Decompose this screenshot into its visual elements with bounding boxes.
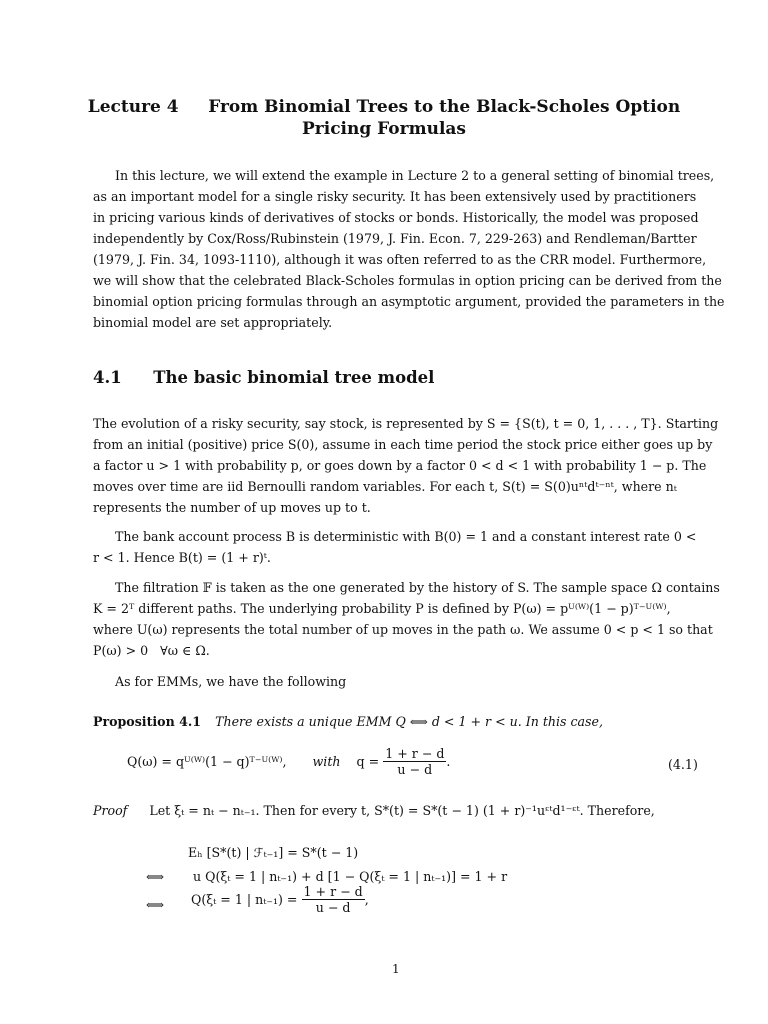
text-line: K = 2ᵀ different paths. The underlying probability P is defined by P(ω) = pᵁ⁽ᵂ⁾(1 − p)ᵀ⁻ᵁ⁽ᵂ⁾, [93, 601, 671, 616]
text-line: The bank account process B is deterministic with B(0) = 1 and a constant interest rate 0 < [115, 529, 697, 544]
derivation-line-1: Eₕ [S*(t) | ℱₜ₋₁] = S*(t − 1) [188, 845, 359, 860]
paragraph-stock-model [93, 413, 719, 518]
section-heading [93, 368, 434, 387]
intro-line: binomial model are set appropriately. [93, 315, 333, 330]
fraction-denominator: u − d [315, 900, 351, 915]
text-line: The evolution of a risky security, say stock, is represented by S = {S(t), t = 0, 1, . . . , T}. Starting [93, 416, 719, 431]
intro-line: In this lecture, we will extend the example in Lecture 2 to a general setting of binomial trees, [115, 168, 715, 183]
paragraph-filtration [93, 577, 720, 661]
intro-line: we will show that the celebrated Black-Scholes formulas in option pricing can be derived from the [93, 273, 722, 288]
equation-number: (4.1) [668, 757, 698, 772]
lecture-title [60, 96, 708, 140]
page-number: 1 [392, 962, 400, 976]
paragraph-bank-account [93, 526, 699, 568]
text-line: from an initial (positive) price S(0), assume in each time period the stock price either goes up by [93, 437, 713, 452]
intro-line: as an important model for a single risky security. It has been extensively used by practitioners [93, 189, 697, 204]
fraction-denominator: u − d [397, 762, 433, 777]
section-title: The basic binomial tree model [153, 368, 435, 387]
text-line: r < 1. Hence B(t) = (1 + r)ᵗ. [93, 550, 271, 565]
iff-symbol: ⟺ [146, 897, 165, 912]
intro-line: (1979, J. Fin. 34, 1093-1110), although it was often referred to as the CRR model. Furthermore, [93, 252, 707, 267]
intro-paragraph [93, 165, 725, 333]
proposition [93, 711, 603, 732]
text-line: a factor u > 1 with probability p, or goes down by a factor 0 < d < 1 with probability 1 − p. The [93, 458, 707, 473]
intro-line: in pricing various kinds of derivatives of stocks or bonds. Historically, the model was proposed [93, 210, 699, 225]
text-line: where U(ω) represents the total number of up moves in the path ω. We assume 0 < p < 1 so that [93, 622, 713, 637]
proof-text: Let ξₜ = nₜ − nₜ₋₁. Then for every t, S*(t) = S*(t − 1) (1 + r)⁻¹uᵋᵗd¹⁻ᵋᵗ. Therefore, [149, 803, 655, 818]
text-line: represents the number of up moves up to t. [93, 500, 371, 515]
equation-tail: . [446, 754, 451, 769]
title-line-1: Lecture 4 From Binomial Trees to the Black-Scholes Option [87, 97, 681, 117]
fraction-numerator: 1 + r − d [385, 746, 445, 761]
derivation-fraction [302, 884, 365, 915]
equation-lhs: Q(ω) = qᵁ⁽ᵂ⁾(1 − q)ᵀ⁻ᵁ⁽ᵂ⁾, [127, 754, 287, 769]
text-line: moves over time are iid Bernoulli random variables. For each t, S(t) = S(0)uⁿᵗdᵗ⁻ⁿᵗ, where nₜ [93, 479, 677, 494]
proof [93, 800, 655, 821]
derivation-line-3 [191, 884, 369, 915]
paragraph-emm-intro: As for EMMs, we have the following [115, 674, 347, 689]
proof-label: Proof [93, 803, 128, 818]
title-line-2: Pricing Formulas [302, 119, 466, 139]
proposition-label: Proposition 4.1 [93, 714, 202, 729]
equation-with: with [312, 754, 341, 769]
section-number: 4.1 [93, 368, 122, 387]
derivation-lhs: Q(ξₜ = 1 | nₜ₋₁) = [191, 892, 298, 907]
derivation-tail: , [364, 892, 369, 907]
equation-4-1 [127, 746, 450, 777]
equation-fraction [383, 746, 446, 777]
derivation-line-2: u Q(ξₜ = 1 | nₜ₋₁) + d [1 − Q(ξₜ = 1 | nₜ₋₁)] = 1 + r [193, 869, 508, 884]
intro-line: independently by Cox/Ross/Rubinstein (1979, J. Fin. Econ. 7, 229-263) and Rendleman/Bartter [93, 231, 697, 246]
equation-q: q = [356, 754, 380, 769]
proposition-text: There exists a unique EMM Q ⟺ d < 1 + r < u. In this case, [215, 714, 603, 729]
text-line: P(ω) > 0 ∀ω ∈ Ω. [93, 643, 210, 658]
text-line: The filtration 𝔽 is taken as the one generated by the history of S. The sample space Ω contains [115, 580, 720, 595]
fraction-numerator: 1 + r − d [303, 884, 363, 899]
intro-line: binomial option pricing formulas through an asymptotic argument, provided the parameters in the [93, 294, 725, 309]
iff-symbol: ⟺ [146, 869, 165, 884]
